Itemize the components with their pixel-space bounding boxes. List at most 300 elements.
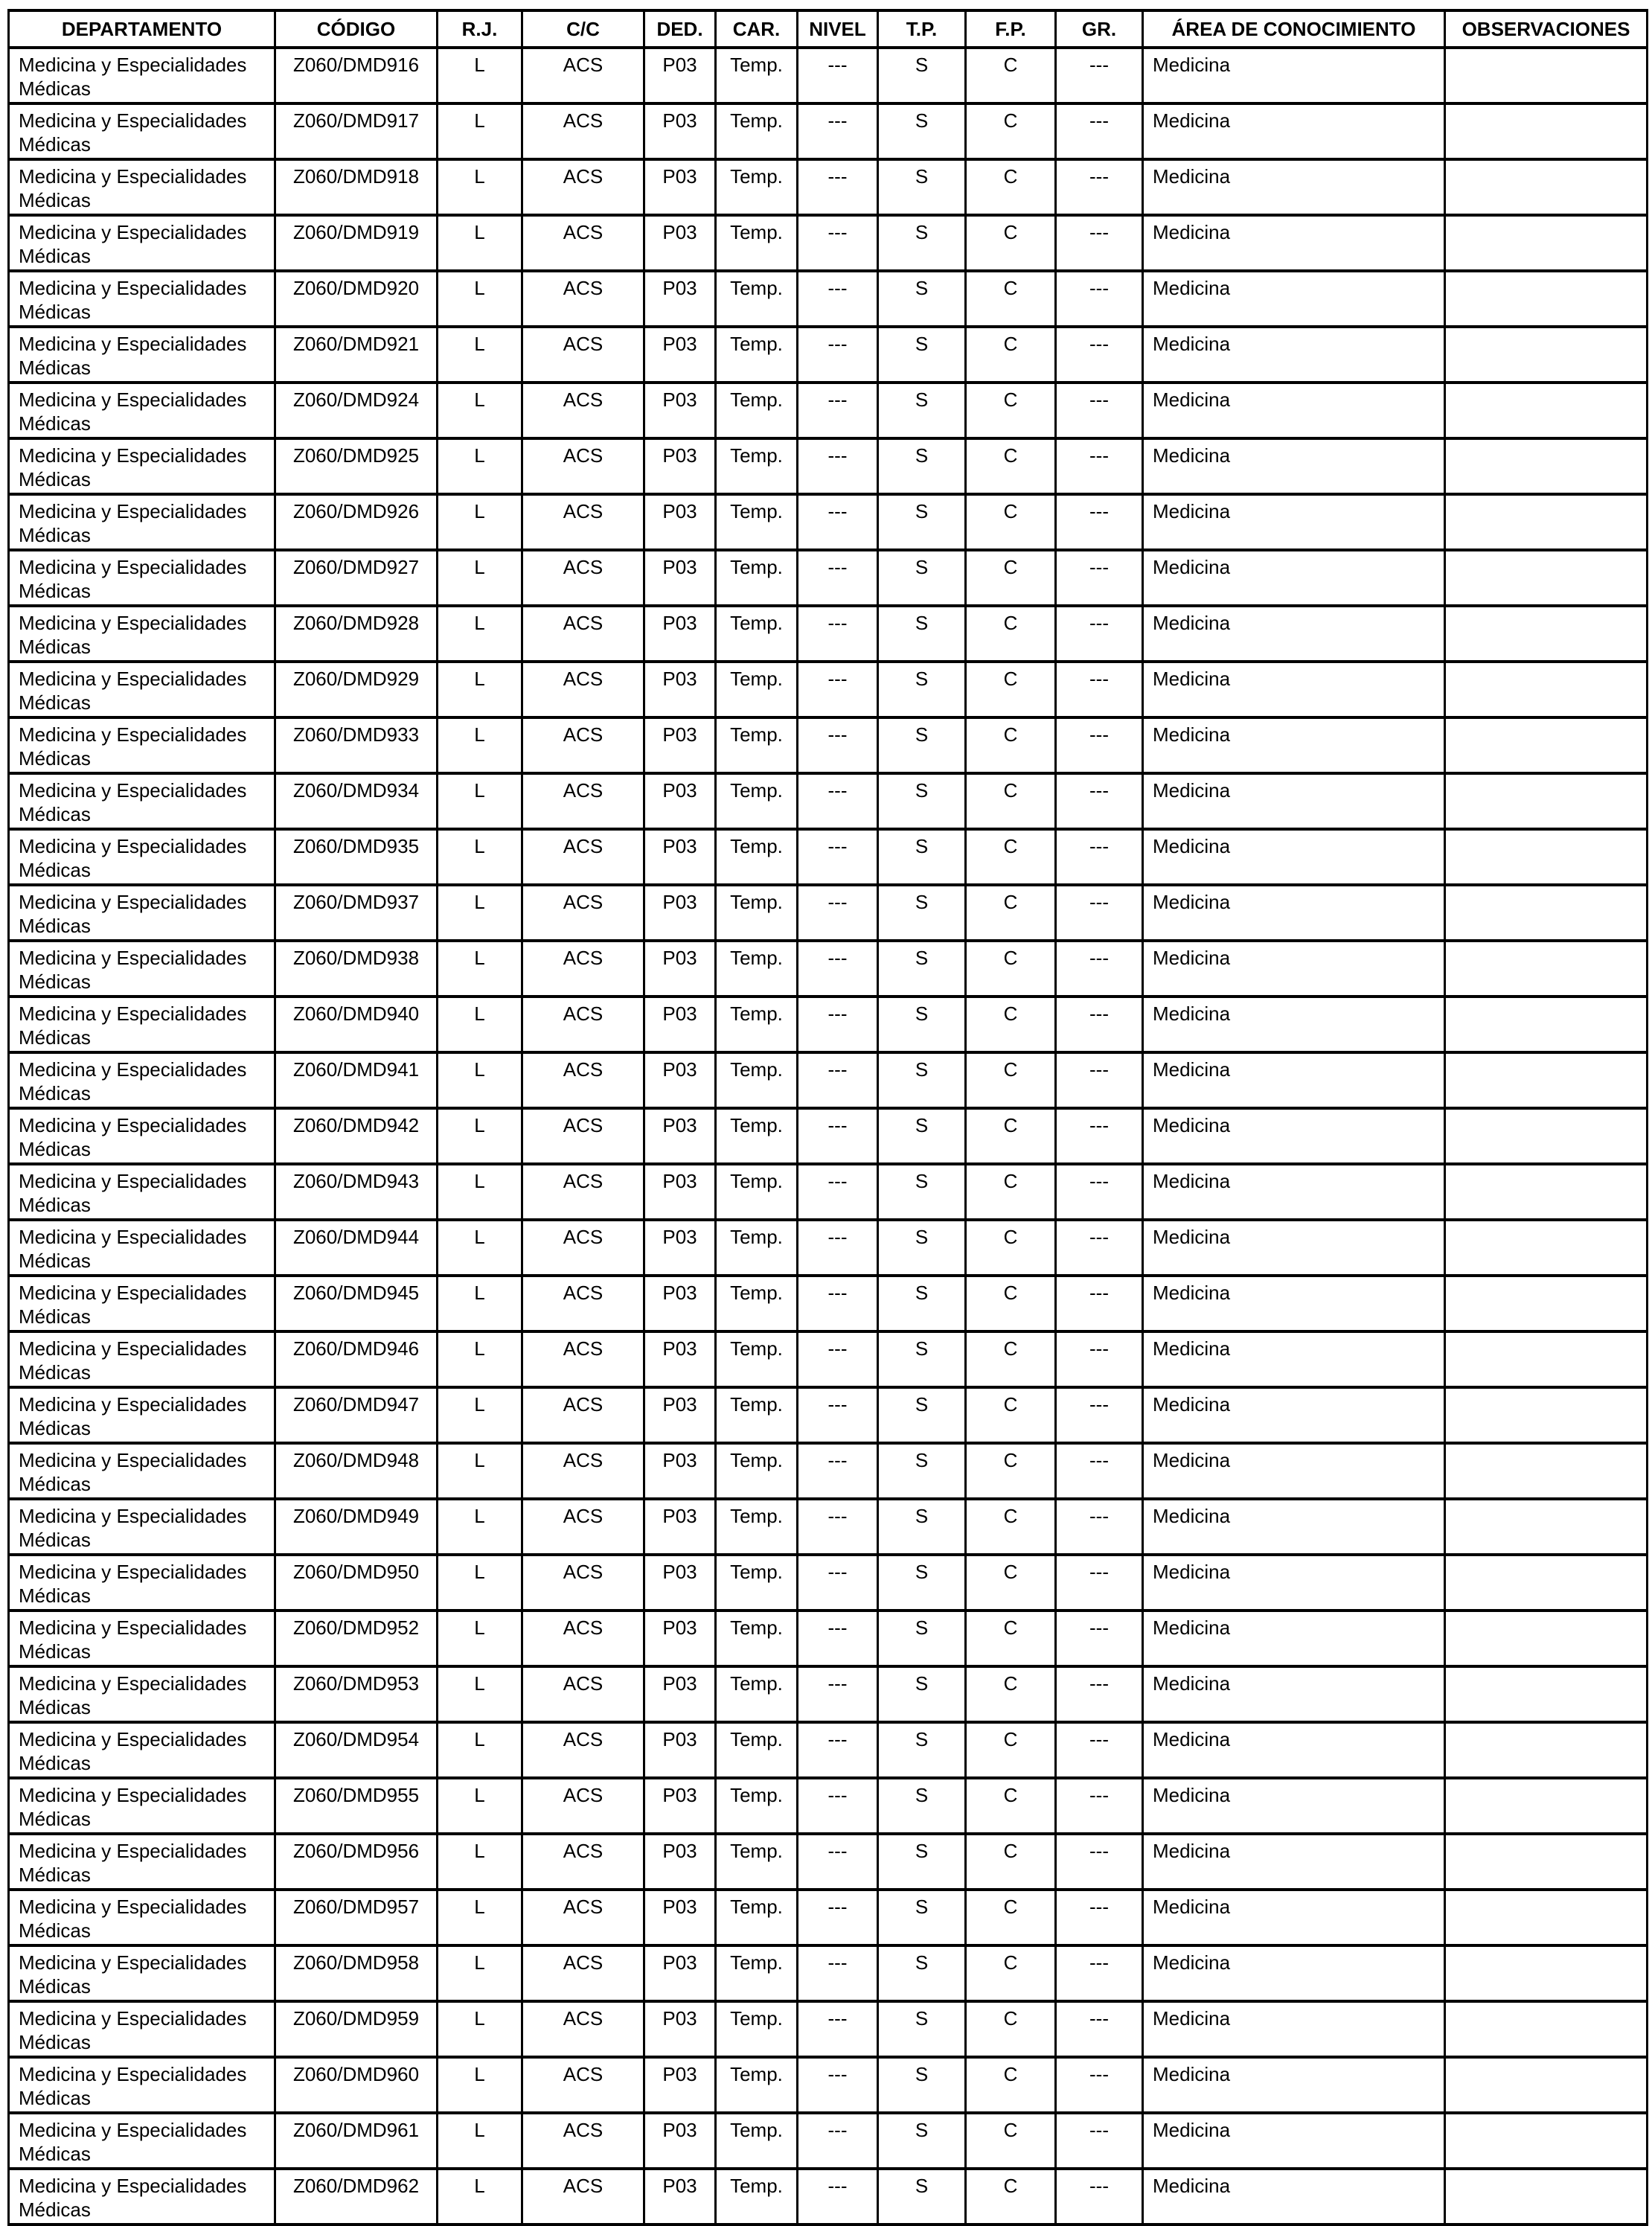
cell-car: Temp. [716, 1331, 798, 1387]
cell-ded: P03 [644, 1834, 716, 1890]
cell-car: Temp. [716, 1164, 798, 1220]
cell-fp: C [966, 215, 1056, 271]
cell-ded: P03 [644, 1555, 716, 1611]
cell-tp: S [878, 1331, 966, 1387]
cell-gr: --- [1056, 271, 1143, 327]
cell-obs [1445, 606, 1648, 662]
cell-departamento: Medicina y Especialidades Médicas [9, 494, 275, 550]
cell-area: Medicina [1143, 1331, 1445, 1387]
cell-area: Medicina [1143, 383, 1445, 438]
cell-departamento: Medicina y Especialidades Médicas [9, 1331, 275, 1387]
cell-departamento: Medicina y Especialidades Médicas [9, 2057, 275, 2113]
cell-tp: S [878, 2001, 966, 2057]
cell-codigo: Z060/DMD940 [275, 997, 438, 1052]
column-header-car: CAR. [716, 10, 798, 48]
cell-car: Temp. [716, 383, 798, 438]
table-row [9, 1387, 1648, 1443]
cell-gr: --- [1056, 1331, 1143, 1387]
cell-tp: S [878, 550, 966, 606]
cell-ded: P03 [644, 1220, 716, 1276]
cell-cc: ACS [522, 1108, 644, 1164]
cell-codigo: Z060/DMD920 [275, 271, 438, 327]
table-row [9, 271, 1648, 327]
cell-rj: L [438, 1499, 522, 1555]
cell-departamento: Medicina y Especialidades Médicas [9, 1555, 275, 1611]
cell-codigo: Z060/DMD954 [275, 1722, 438, 1778]
table-row [9, 1834, 1648, 1890]
cell-departamento: Medicina y Especialidades Médicas [9, 1387, 275, 1443]
cell-gr: --- [1056, 159, 1143, 215]
cell-fp: C [966, 1331, 1056, 1387]
cell-fp: C [966, 1108, 1056, 1164]
cell-ded: P03 [644, 1945, 716, 2001]
cell-gr: --- [1056, 2169, 1143, 2225]
cell-nivel: --- [798, 1945, 878, 2001]
cell-gr: --- [1056, 1387, 1143, 1443]
cell-area: Medicina [1143, 550, 1445, 606]
cell-fp: C [966, 2169, 1056, 2225]
cell-cc: ACS [522, 103, 644, 159]
cell-gr: --- [1056, 1555, 1143, 1611]
cell-cc: ACS [522, 662, 644, 717]
cell-tp: S [878, 1611, 966, 1666]
cell-fp: C [966, 1387, 1056, 1443]
cell-car: Temp. [716, 885, 798, 941]
cell-tp: S [878, 2169, 966, 2225]
cell-tp: S [878, 1052, 966, 1108]
cell-car: Temp. [716, 2169, 798, 2225]
cell-departamento: Medicina y Especialidades Médicas [9, 2001, 275, 2057]
cell-departamento: Medicina y Especialidades Médicas [9, 1834, 275, 1890]
cell-cc: ACS [522, 1834, 644, 1890]
cell-gr: --- [1056, 438, 1143, 494]
cell-ded: P03 [644, 48, 716, 103]
cell-obs [1445, 885, 1648, 941]
cell-car: Temp. [716, 1052, 798, 1108]
cell-obs [1445, 1331, 1648, 1387]
cell-obs [1445, 383, 1648, 438]
cell-codigo: Z060/DMD917 [275, 103, 438, 159]
cell-nivel: --- [798, 550, 878, 606]
cell-codigo: Z060/DMD947 [275, 1387, 438, 1443]
cell-departamento: Medicina y Especialidades Médicas [9, 1276, 275, 1331]
cell-obs [1445, 2113, 1648, 2169]
cell-tp: S [878, 1276, 966, 1331]
cell-ded: P03 [644, 773, 716, 829]
table-row [9, 1499, 1648, 1555]
cell-codigo: Z060/DMD945 [275, 1276, 438, 1331]
cell-area: Medicina [1143, 1834, 1445, 1890]
cell-tp: S [878, 1108, 966, 1164]
cell-ded: P03 [644, 1387, 716, 1443]
cell-car: Temp. [716, 271, 798, 327]
cell-fp: C [966, 1499, 1056, 1555]
cell-cc: ACS [522, 717, 644, 773]
cell-car: Temp. [716, 550, 798, 606]
cell-car: Temp. [716, 1834, 798, 1890]
cell-area: Medicina [1143, 1499, 1445, 1555]
cell-rj: L [438, 606, 522, 662]
cell-cc: ACS [522, 494, 644, 550]
table-row [9, 1722, 1648, 1778]
cell-area: Medicina [1143, 1387, 1445, 1443]
cell-departamento: Medicina y Especialidades Médicas [9, 1052, 275, 1108]
cell-nivel: --- [798, 494, 878, 550]
cell-nivel: --- [798, 103, 878, 159]
cell-fp: C [966, 550, 1056, 606]
cell-gr: --- [1056, 941, 1143, 997]
cell-car: Temp. [716, 1555, 798, 1611]
cell-gr: --- [1056, 383, 1143, 438]
cell-nivel: --- [798, 717, 878, 773]
positions-table [7, 9, 1648, 2226]
cell-fp: C [966, 662, 1056, 717]
cell-departamento: Medicina y Especialidades Médicas [9, 48, 275, 103]
cell-tp: S [878, 2113, 966, 2169]
cell-nivel: --- [798, 773, 878, 829]
cell-ded: P03 [644, 1890, 716, 1945]
column-header-ded: DED. [644, 10, 716, 48]
cell-fp: C [966, 885, 1056, 941]
cell-nivel: --- [798, 271, 878, 327]
cell-codigo: Z060/DMD960 [275, 2057, 438, 2113]
cell-cc: ACS [522, 1945, 644, 2001]
cell-car: Temp. [716, 1611, 798, 1666]
cell-departamento: Medicina y Especialidades Médicas [9, 606, 275, 662]
cell-codigo: Z060/DMD944 [275, 1220, 438, 1276]
cell-tp: S [878, 383, 966, 438]
cell-obs [1445, 494, 1648, 550]
cell-codigo: Z060/DMD937 [275, 885, 438, 941]
cell-obs [1445, 1220, 1648, 1276]
cell-car: Temp. [716, 48, 798, 103]
cell-nivel: --- [798, 1108, 878, 1164]
cell-codigo: Z060/DMD949 [275, 1499, 438, 1555]
cell-nivel: --- [798, 2113, 878, 2169]
cell-car: Temp. [716, 1276, 798, 1331]
cell-cc: ACS [522, 1890, 644, 1945]
cell-rj: L [438, 1945, 522, 2001]
cell-car: Temp. [716, 1666, 798, 1722]
cell-fp: C [966, 1778, 1056, 1834]
cell-tp: S [878, 606, 966, 662]
table-row [9, 1052, 1648, 1108]
cell-departamento: Medicina y Especialidades Médicas [9, 1164, 275, 1220]
cell-gr: --- [1056, 2057, 1143, 2113]
cell-codigo: Z060/DMD927 [275, 550, 438, 606]
cell-fp: C [966, 48, 1056, 103]
cell-obs [1445, 1555, 1648, 1611]
cell-obs [1445, 1052, 1648, 1108]
cell-cc: ACS [522, 271, 644, 327]
cell-area: Medicina [1143, 1722, 1445, 1778]
cell-obs [1445, 717, 1648, 773]
cell-departamento: Medicina y Especialidades Médicas [9, 159, 275, 215]
column-header-gr: GR. [1056, 10, 1143, 48]
cell-cc: ACS [522, 383, 644, 438]
cell-area: Medicina [1143, 606, 1445, 662]
cell-tp: S [878, 327, 966, 383]
cell-gr: --- [1056, 1611, 1143, 1666]
cell-ded: P03 [644, 1276, 716, 1331]
table-row [9, 2113, 1648, 2169]
cell-cc: ACS [522, 215, 644, 271]
cell-cc: ACS [522, 997, 644, 1052]
cell-rj: L [438, 48, 522, 103]
cell-rj: L [438, 773, 522, 829]
cell-rj: L [438, 550, 522, 606]
cell-departamento: Medicina y Especialidades Médicas [9, 997, 275, 1052]
cell-nivel: --- [798, 1052, 878, 1108]
cell-obs [1445, 773, 1648, 829]
cell-ded: P03 [644, 2057, 716, 2113]
table-header [9, 10, 1648, 48]
cell-codigo: Z060/DMD926 [275, 494, 438, 550]
cell-cc: ACS [522, 885, 644, 941]
cell-obs [1445, 550, 1648, 606]
cell-nivel: --- [798, 2169, 878, 2225]
cell-ded: P03 [644, 215, 716, 271]
table-row [9, 438, 1648, 494]
table-row [9, 2001, 1648, 2057]
cell-tp: S [878, 1890, 966, 1945]
cell-rj: L [438, 997, 522, 1052]
cell-area: Medicina [1143, 159, 1445, 215]
cell-car: Temp. [716, 438, 798, 494]
cell-rj: L [438, 2001, 522, 2057]
cell-tp: S [878, 271, 966, 327]
cell-car: Temp. [716, 2113, 798, 2169]
cell-car: Temp. [716, 606, 798, 662]
cell-area: Medicina [1143, 1052, 1445, 1108]
cell-gr: --- [1056, 885, 1143, 941]
cell-car: Temp. [716, 2057, 798, 2113]
cell-obs [1445, 1945, 1648, 2001]
table-row [9, 103, 1648, 159]
cell-ded: P03 [644, 550, 716, 606]
cell-tp: S [878, 438, 966, 494]
cell-obs [1445, 215, 1648, 271]
cell-obs [1445, 1387, 1648, 1443]
cell-cc: ACS [522, 438, 644, 494]
cell-gr: --- [1056, 1052, 1143, 1108]
cell-fp: C [966, 1443, 1056, 1499]
cell-area: Medicina [1143, 1666, 1445, 1722]
cell-codigo: Z060/DMD958 [275, 1945, 438, 2001]
cell-car: Temp. [716, 773, 798, 829]
table-row [9, 1945, 1648, 2001]
table-row [9, 1611, 1648, 1666]
cell-ded: P03 [644, 1331, 716, 1387]
cell-obs [1445, 1164, 1648, 1220]
cell-car: Temp. [716, 1108, 798, 1164]
cell-ded: P03 [644, 494, 716, 550]
cell-nivel: --- [798, 1890, 878, 1945]
cell-rj: L [438, 1555, 522, 1611]
cell-departamento: Medicina y Especialidades Médicas [9, 2113, 275, 2169]
cell-car: Temp. [716, 1945, 798, 2001]
cell-car: Temp. [716, 829, 798, 885]
cell-gr: --- [1056, 1945, 1143, 2001]
cell-car: Temp. [716, 717, 798, 773]
cell-gr: --- [1056, 997, 1143, 1052]
cell-codigo: Z060/DMD918 [275, 159, 438, 215]
cell-fp: C [966, 1945, 1056, 2001]
cell-area: Medicina [1143, 997, 1445, 1052]
cell-obs [1445, 327, 1648, 383]
cell-codigo: Z060/DMD935 [275, 829, 438, 885]
cell-ded: P03 [644, 2113, 716, 2169]
cell-gr: --- [1056, 2001, 1143, 2057]
cell-departamento: Medicina y Especialidades Médicas [9, 1108, 275, 1164]
table-row [9, 773, 1648, 829]
cell-fp: C [966, 773, 1056, 829]
cell-gr: --- [1056, 1890, 1143, 1945]
cell-obs [1445, 1834, 1648, 1890]
table-row [9, 1778, 1648, 1834]
cell-tp: S [878, 941, 966, 997]
cell-codigo: Z060/DMD950 [275, 1555, 438, 1611]
cell-fp: C [966, 829, 1056, 885]
cell-departamento: Medicina y Especialidades Médicas [9, 271, 275, 327]
cell-rj: L [438, 717, 522, 773]
cell-cc: ACS [522, 1276, 644, 1331]
cell-car: Temp. [716, 1722, 798, 1778]
cell-obs [1445, 103, 1648, 159]
cell-codigo: Z060/DMD952 [275, 1611, 438, 1666]
cell-cc: ACS [522, 829, 644, 885]
cell-obs [1445, 271, 1648, 327]
cell-car: Temp. [716, 1778, 798, 1834]
cell-fp: C [966, 1555, 1056, 1611]
cell-rj: L [438, 1052, 522, 1108]
table-row [9, 662, 1648, 717]
cell-car: Temp. [716, 494, 798, 550]
cell-cc: ACS [522, 773, 644, 829]
cell-cc: ACS [522, 1052, 644, 1108]
cell-fp: C [966, 1052, 1056, 1108]
cell-fp: C [966, 1276, 1056, 1331]
cell-nivel: --- [798, 1164, 878, 1220]
cell-area: Medicina [1143, 717, 1445, 773]
cell-departamento: Medicina y Especialidades Médicas [9, 1220, 275, 1276]
cell-ded: P03 [644, 606, 716, 662]
cell-departamento: Medicina y Especialidades Médicas [9, 941, 275, 997]
cell-gr: --- [1056, 773, 1143, 829]
cell-departamento: Medicina y Especialidades Médicas [9, 215, 275, 271]
cell-obs [1445, 941, 1648, 997]
cell-codigo: Z060/DMD925 [275, 438, 438, 494]
cell-codigo: Z060/DMD957 [275, 1890, 438, 1945]
cell-cc: ACS [522, 2057, 644, 2113]
cell-area: Medicina [1143, 885, 1445, 941]
cell-ded: P03 [644, 829, 716, 885]
table-row [9, 2057, 1648, 2113]
header-row [9, 10, 1648, 48]
cell-tp: S [878, 1666, 966, 1722]
cell-cc: ACS [522, 1331, 644, 1387]
cell-tp: S [878, 494, 966, 550]
cell-gr: --- [1056, 494, 1143, 550]
cell-departamento: Medicina y Especialidades Médicas [9, 885, 275, 941]
cell-gr: --- [1056, 717, 1143, 773]
cell-nivel: --- [798, 885, 878, 941]
cell-departamento: Medicina y Especialidades Médicas [9, 550, 275, 606]
cell-tp: S [878, 829, 966, 885]
cell-area: Medicina [1143, 941, 1445, 997]
cell-obs [1445, 2169, 1648, 2225]
cell-gr: --- [1056, 1722, 1143, 1778]
cell-ded: P03 [644, 997, 716, 1052]
cell-tp: S [878, 773, 966, 829]
table-row [9, 1108, 1648, 1164]
cell-codigo: Z060/DMD942 [275, 1108, 438, 1164]
cell-tp: S [878, 1220, 966, 1276]
cell-cc: ACS [522, 1387, 644, 1443]
cell-tp: S [878, 1443, 966, 1499]
table-body [9, 48, 1648, 2225]
cell-area: Medicina [1143, 1555, 1445, 1611]
cell-codigo: Z060/DMD948 [275, 1443, 438, 1499]
cell-rj: L [438, 438, 522, 494]
cell-ded: P03 [644, 662, 716, 717]
column-header-departamento: DEPARTAMENTO [9, 10, 275, 48]
cell-gr: --- [1056, 1778, 1143, 1834]
cell-fp: C [966, 1722, 1056, 1778]
cell-rj: L [438, 215, 522, 271]
cell-area: Medicina [1143, 829, 1445, 885]
cell-obs [1445, 1722, 1648, 1778]
cell-fp: C [966, 271, 1056, 327]
cell-gr: --- [1056, 2113, 1143, 2169]
cell-codigo: Z060/DMD946 [275, 1331, 438, 1387]
table-row [9, 829, 1648, 885]
cell-obs [1445, 2001, 1648, 2057]
table-row [9, 550, 1648, 606]
cell-fp: C [966, 1834, 1056, 1890]
cell-fp: C [966, 438, 1056, 494]
cell-area: Medicina [1143, 1276, 1445, 1331]
cell-codigo: Z060/DMD928 [275, 606, 438, 662]
cell-area: Medicina [1143, 103, 1445, 159]
cell-ded: P03 [644, 717, 716, 773]
column-header-area: ÁREA DE CONOCIMIENTO [1143, 10, 1445, 48]
cell-tp: S [878, 1499, 966, 1555]
cell-tp: S [878, 1945, 966, 2001]
cell-area: Medicina [1143, 438, 1445, 494]
cell-ded: P03 [644, 941, 716, 997]
cell-rj: L [438, 1331, 522, 1387]
cell-cc: ACS [522, 1611, 644, 1666]
cell-rj: L [438, 1443, 522, 1499]
cell-gr: --- [1056, 662, 1143, 717]
cell-fp: C [966, 1164, 1056, 1220]
cell-cc: ACS [522, 941, 644, 997]
cell-obs [1445, 662, 1648, 717]
cell-area: Medicina [1143, 1945, 1445, 2001]
cell-departamento: Medicina y Especialidades Médicas [9, 717, 275, 773]
cell-tp: S [878, 885, 966, 941]
cell-rj: L [438, 271, 522, 327]
cell-gr: --- [1056, 327, 1143, 383]
table-row [9, 1555, 1648, 1611]
cell-departamento: Medicina y Especialidades Médicas [9, 1443, 275, 1499]
cell-gr: --- [1056, 1834, 1143, 1890]
cell-codigo: Z060/DMD938 [275, 941, 438, 997]
table-row [9, 1164, 1648, 1220]
cell-nivel: --- [798, 1555, 878, 1611]
cell-rj: L [438, 1778, 522, 1834]
